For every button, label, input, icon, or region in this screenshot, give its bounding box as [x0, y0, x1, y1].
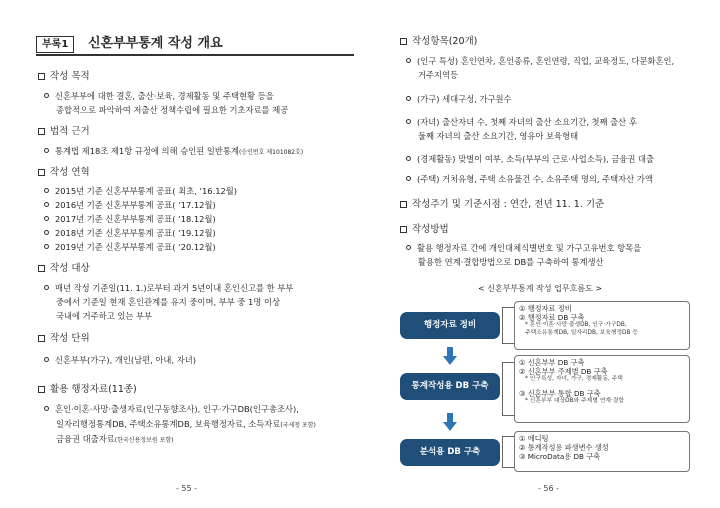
admin-line [44, 404, 299, 415]
detail-line: ③ MicroData용 DB 구축 [519, 452, 601, 461]
section-cycle-heading [400, 199, 604, 210]
checkbox-square-icon [38, 265, 45, 272]
note: (국세청 포함) [280, 422, 316, 429]
circle-bullet-icon [44, 357, 49, 362]
circle-bullet-icon [44, 216, 49, 221]
section-unit-heading [38, 333, 90, 344]
section-label: 작성방법 [412, 224, 449, 235]
note: (한국신용정보원 포함) [114, 437, 174, 444]
item-label: (인구 특성) [417, 56, 459, 66]
circle-bullet-icon [44, 244, 49, 249]
right-page [378, 0, 720, 508]
note: (승인번호 제101082호) [238, 149, 304, 156]
flow-step-analysis-db: 분석용 DB 구축 [400, 439, 500, 466]
target-line: 중에서 기준일 현재 혼인관계를 유지 중이며, 부부 중 1명 이상 [56, 297, 281, 307]
text: 매년 작성 기준일(11. 1.)로부터 과거 5년이내 혼인신고를 한 부부 [55, 283, 294, 293]
history-item [44, 242, 216, 253]
text: 출산자녀 수, 첫째 자녀의 출산 소요기간, 첫째 출산 후 [442, 117, 637, 127]
text: 거처유형, 주택 소유물건 수, 소유주택 명의, 주택자산 가액 [442, 174, 653, 184]
item-line [406, 94, 512, 105]
section-method-heading [400, 224, 449, 235]
method-line [406, 243, 641, 254]
text: 2018년 기준 신혼부부통계 공표( ‘19.12월) [55, 228, 216, 238]
text: 2015년 기준 신혼부부통계 공표( 최초, ‘16.12월) [55, 186, 238, 196]
circle-bullet-icon [44, 230, 49, 235]
text: 2019년 기준 신혼부부통계 공표( ‘20.12월) [55, 242, 216, 252]
section-label: 법적 근거 [50, 126, 90, 137]
item-label: (주택) [417, 174, 440, 184]
text: 금융권 대출자료 [56, 434, 115, 444]
flowchart-title: < 신혼부부통계 작성 업무흐름도 > [478, 284, 603, 293]
target-line: 국내에 거주하고 있는 부부 [56, 311, 153, 321]
checkbox-square-icon [400, 38, 407, 45]
text: 2016년 기준 신혼부부통계 공표( ‘17.12월) [55, 200, 216, 210]
circle-bullet-icon [44, 285, 49, 290]
circle-bullet-icon [406, 119, 411, 124]
circle-bullet-icon [406, 96, 411, 101]
item-label: (자녀) [417, 117, 440, 127]
circle-bullet-icon [44, 202, 49, 207]
section-label: 작성 목적 [50, 71, 90, 82]
circle-bullet-icon [406, 156, 411, 161]
circle-bullet-icon [44, 188, 49, 193]
section-items-heading [400, 36, 477, 47]
target-line [44, 283, 293, 294]
checkbox-square-icon [38, 335, 45, 342]
section-label: 작성항목(20개) [412, 36, 478, 47]
section-label: 작성 연혁 [50, 167, 90, 178]
detail-line: ③ 신혼부부 통합 DB 구축 [519, 388, 601, 398]
arrow-down-icon [443, 413, 457, 431]
circle-bullet-icon [406, 58, 411, 63]
text: 신혼부부에 대한 결혼, 출산·보육, 경제활동 및 주택현황 등을 [55, 91, 274, 101]
flow-step-admin-data: 행정자료 정비 [400, 312, 500, 339]
history-item [44, 200, 216, 211]
detail-line: ① 신혼부부 DB 구축 [519, 358, 585, 367]
text: 혼인·이혼·사망·출생자료(인구동향조사), 인구·가구DB(인구총조사), [55, 404, 299, 414]
section-label: 활용 행정자료(11종) [50, 384, 137, 395]
purpose-line: 종합적으로 파악하여 저출산 정책수립에 필요한 기초자료를 제공 [56, 105, 289, 115]
detail-line: ① 에디팅 [519, 434, 549, 443]
page-title: 신혼부부통계 작성 개요 [88, 36, 223, 51]
detail-line: ② 행정자료 DB 구축 [519, 313, 585, 322]
history-item [44, 228, 216, 239]
detail-line: ② 신혼부부 주제별 DB 구축 [519, 367, 608, 376]
item-line [406, 154, 654, 165]
text: 신혼부부(가구), 개인(남편, 아내, 자녀) [55, 355, 196, 365]
item-line [406, 56, 674, 67]
flow-detail-box [514, 301, 690, 350]
text: 세대구성, 가구원수 [442, 94, 512, 104]
legal-line [44, 146, 303, 158]
appendix-badge: 부록1 [36, 36, 74, 53]
section-target-heading [38, 263, 90, 274]
connector-bracket [502, 307, 514, 344]
checkbox-square-icon [38, 169, 45, 176]
item-line: 둘째 자녀의 출산 소요기간, 영유아 보육형태 [418, 131, 579, 141]
item-label: (가구) [417, 94, 440, 104]
text: 2017년 기준 신혼부부통계 공표( ‘18.12월) [55, 214, 216, 224]
item-line: 거주지역등 [418, 70, 459, 80]
detail-subline: * 신혼부부 대상DB와 주제별 연계·결합 [525, 397, 624, 404]
detail-line: ① 행정자료 정비 [519, 304, 572, 313]
circle-bullet-icon [44, 406, 49, 411]
checkbox-square-icon [38, 128, 45, 135]
flow-detail-box [514, 431, 690, 472]
text: 일자리행정통계DB, 주택소유통계DB, 보육행정자료, 소득자료 [56, 419, 281, 429]
checkbox-square-icon [38, 386, 45, 393]
section-label: 작성 단위 [50, 333, 90, 344]
section-purpose-heading [38, 71, 90, 82]
section-history-heading [38, 167, 90, 178]
flow-step-stats-db: 통계작성용 DB 구축 [400, 373, 500, 400]
item-line [406, 174, 653, 185]
detail-subline: 주택소유통계DB, 일자리DB, 보육행정DB 등 [525, 329, 638, 336]
section-label: 작성 대상 [50, 263, 90, 274]
text: 맞벌이 여부, 소득(부부의 근로·사업소득), 금융권 대출 [458, 154, 655, 164]
text: 활용 행정자료 간에 개인대체식별번호 및 가구고유번호 항목을 [417, 243, 642, 253]
page-number: - 56 - [538, 484, 560, 493]
checkbox-square-icon [400, 201, 407, 208]
history-item [44, 214, 216, 225]
purpose-line [44, 91, 274, 102]
flow-detail-box [514, 355, 690, 423]
connector-bracket [502, 436, 514, 468]
text: 혼인연차, 혼인종류, 혼인연령, 직업, 교육정도, 다문화혼인, [460, 56, 675, 66]
checkbox-square-icon [400, 226, 407, 233]
circle-bullet-icon [406, 176, 411, 181]
section-label: 작성주기 및 기준시점 : 연간, 전년 11. 1. 기준 [412, 199, 605, 210]
arrow-down-icon [443, 347, 457, 365]
checkbox-square-icon [38, 73, 45, 80]
text: 통계법 제18조 제1항 규정에 의해 승인된 일반통계 [55, 146, 239, 156]
section-legal-heading [38, 126, 90, 137]
unit-line [44, 355, 196, 366]
connector-bracket [502, 362, 514, 416]
page-number: - 55 - [176, 484, 198, 493]
detail-subline: * 인구특성, 자녀, 가구, 경제활동, 주택 [525, 376, 623, 382]
admin-line [56, 434, 174, 446]
method-line: 활용한 연계·결합방법으로 DB를 구축하여 통계생산 [418, 257, 604, 267]
circle-bullet-icon [406, 245, 411, 250]
item-line [406, 117, 637, 128]
item-label: (경제활동) [417, 154, 456, 164]
circle-bullet-icon [44, 93, 49, 98]
detail-subline: * 혼인·이혼·사망·출생DB, 인구·가구DB, [525, 322, 627, 328]
history-item [44, 186, 237, 197]
detail-line: ② 통계작성용 파생변수 생성 [519, 443, 609, 452]
appendix-header [36, 34, 354, 56]
admin-line [56, 419, 316, 431]
section-admin-heading [38, 384, 137, 395]
circle-bullet-icon [44, 148, 49, 153]
